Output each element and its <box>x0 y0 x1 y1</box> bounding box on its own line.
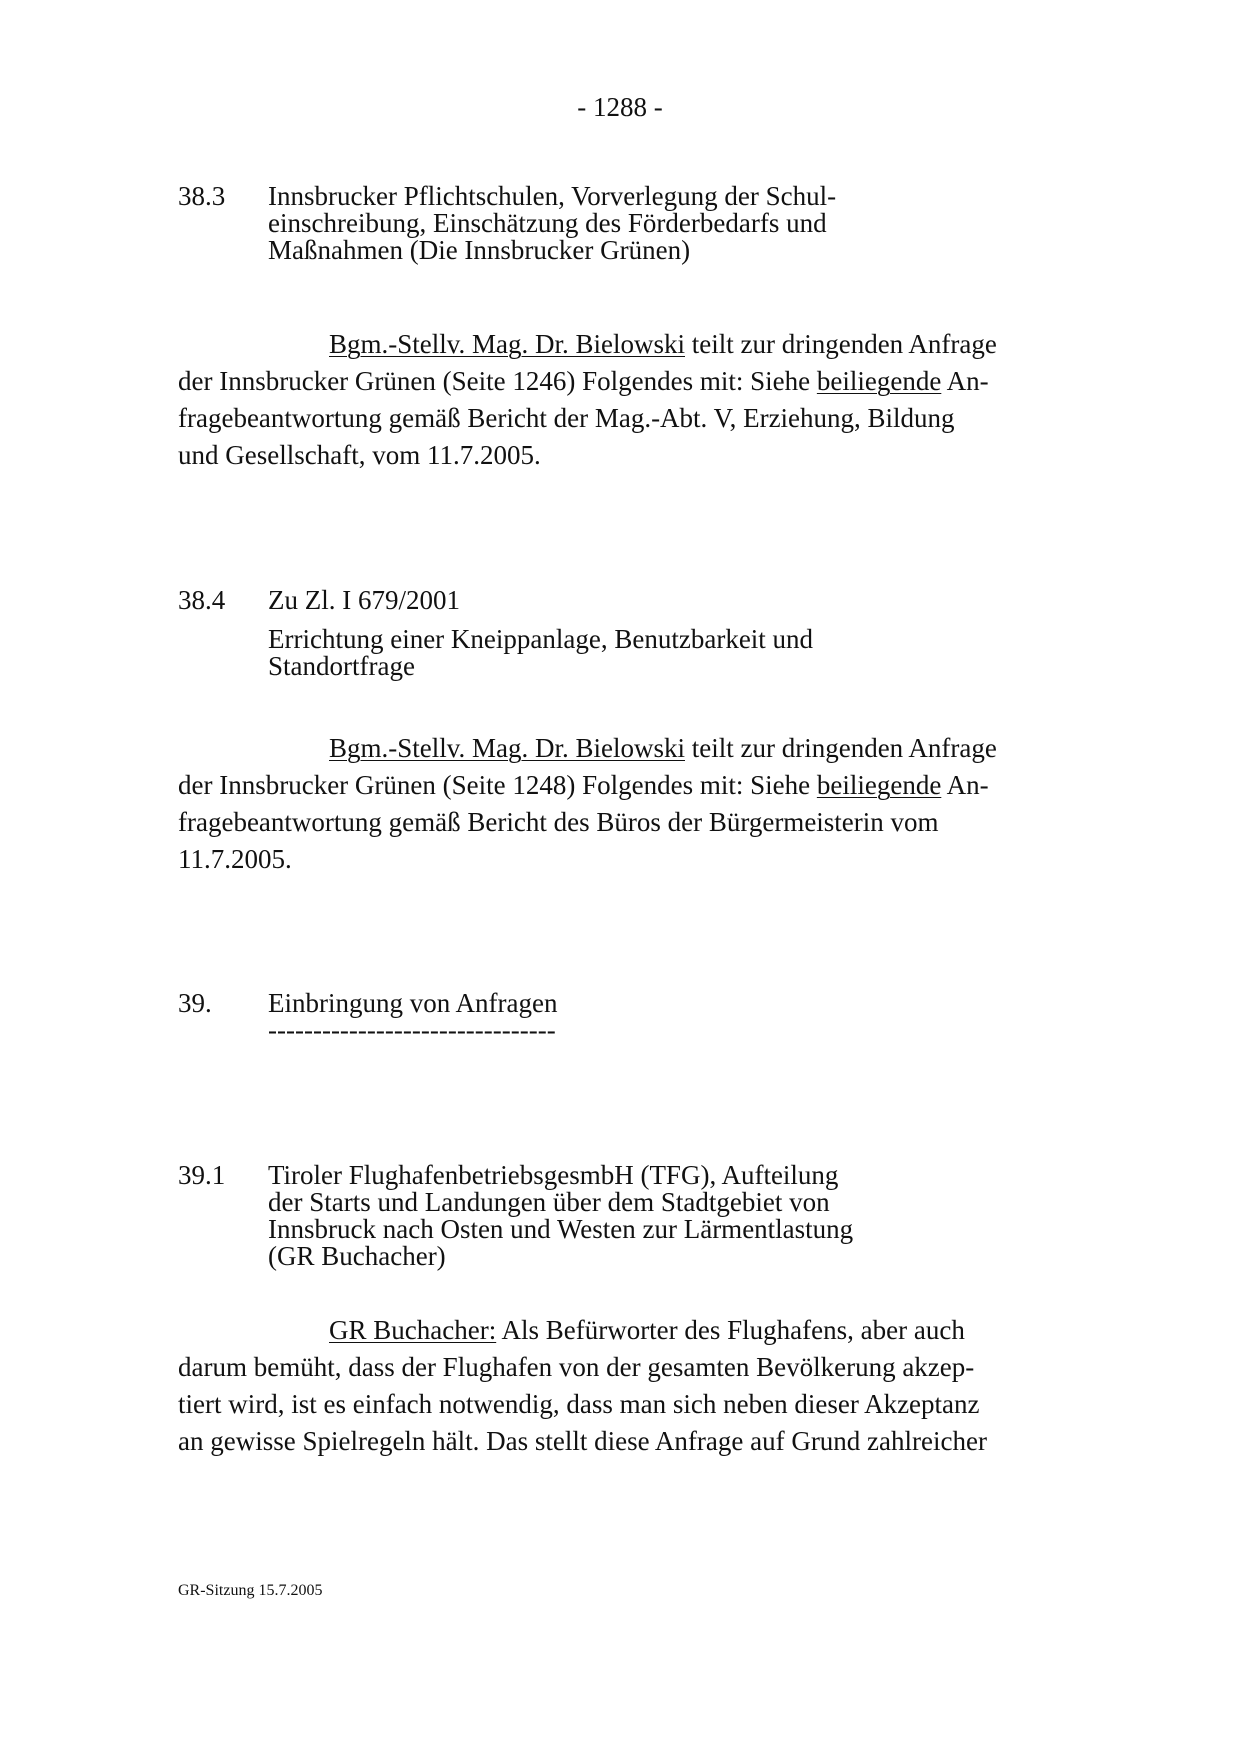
footer: GR-Sitzung 15.7.2005 <box>178 1582 323 1599</box>
section-number: 39. <box>178 988 212 1018</box>
paragraph-text: teilt zur dringenden Anfrage <box>685 733 997 763</box>
section-reference: Zu Zl. I 679/2001 <box>268 585 460 615</box>
paragraph-38-3 <box>178 326 1058 474</box>
attachment-reference: beiliegende <box>816 366 942 396</box>
paragraph-text: an gewisse Spielregeln hält. Das stellt diese Anfrage auf Grund zahlreicher <box>178 1426 987 1456</box>
paragraph-text: An- <box>941 770 989 800</box>
speaker-name: Bgm.-Stellv. Mag. Dr. Bielowski <box>329 733 685 763</box>
section-title-line: Innsbruck nach Osten und Westen zur Lärmentlastung <box>268 1214 854 1244</box>
speaker-name: GR Buchacher: <box>329 1315 497 1345</box>
paragraph-text: An- <box>941 366 989 396</box>
paragraph-text: und Gesellschaft, vom 11.7.2005. <box>178 440 541 470</box>
section-title-line: Tiroler FlughafenbetriebsgesmbH (TFG), Aufteilung <box>268 1160 839 1190</box>
speaker-name: Bgm.-Stellv. Mag. Dr. Bielowski <box>329 329 685 359</box>
page-number: - 1288 - <box>577 92 663 122</box>
paragraph-text: 11.7.2005. <box>178 844 292 874</box>
heading-rule: -------------------------------- <box>268 1015 556 1045</box>
section-number: 38.3 <box>178 181 226 211</box>
section-title-line: der Starts und Landungen über dem Stadtgebiet von <box>268 1187 830 1217</box>
paragraph-text: fragebeantwortung gemäß Bericht des Büros der Bürgermeisterin vom <box>178 807 939 837</box>
section-title-line: Maßnahmen (Die Innsbrucker Grünen) <box>268 235 691 265</box>
attachment-reference: beiliegende <box>816 770 942 800</box>
paragraph-39-1 <box>178 1312 1058 1460</box>
paragraph-text: der Innsbrucker Grünen (Seite 1248) Folgendes mit: Siehe <box>178 770 817 800</box>
section-title-line: Standortfrage <box>268 651 415 681</box>
section-number: 39.1 <box>178 1160 226 1190</box>
section-title-line: einschreibung, Einschätzung des Förderbedarfs und <box>268 208 827 238</box>
paragraph-text: fragebeantwortung gemäß Bericht der Mag.-Abt. V, Erziehung, Bildung <box>178 403 955 433</box>
paragraph-text: tiert wird, ist es einfach notwendig, dass man sich neben dieser Akzeptanz <box>178 1389 980 1419</box>
section-title-line: Innsbrucker Pflichtschulen, Vorverlegung der Schul- <box>268 181 837 211</box>
section-number: 38.4 <box>178 585 226 615</box>
section-title-line: Einbringung von Anfragen <box>268 988 558 1018</box>
section-title-line: Errichtung einer Kneippanlage, Benutzbarkeit und <box>268 624 814 654</box>
paragraph-text: darum bemüht, dass der Flughafen von der gesamten Bevölkerung akzep- <box>178 1352 975 1382</box>
paragraph-text: der Innsbrucker Grünen (Seite 1246) Folgendes mit: Siehe <box>178 366 817 396</box>
section-title-line: (GR Buchacher) <box>268 1241 446 1271</box>
paragraph-text: Als Befürworter des Flughafens, aber auch <box>496 1315 965 1345</box>
paragraph-text: teilt zur dringenden Anfrage <box>685 329 997 359</box>
paragraph-38-4 <box>178 730 1058 878</box>
